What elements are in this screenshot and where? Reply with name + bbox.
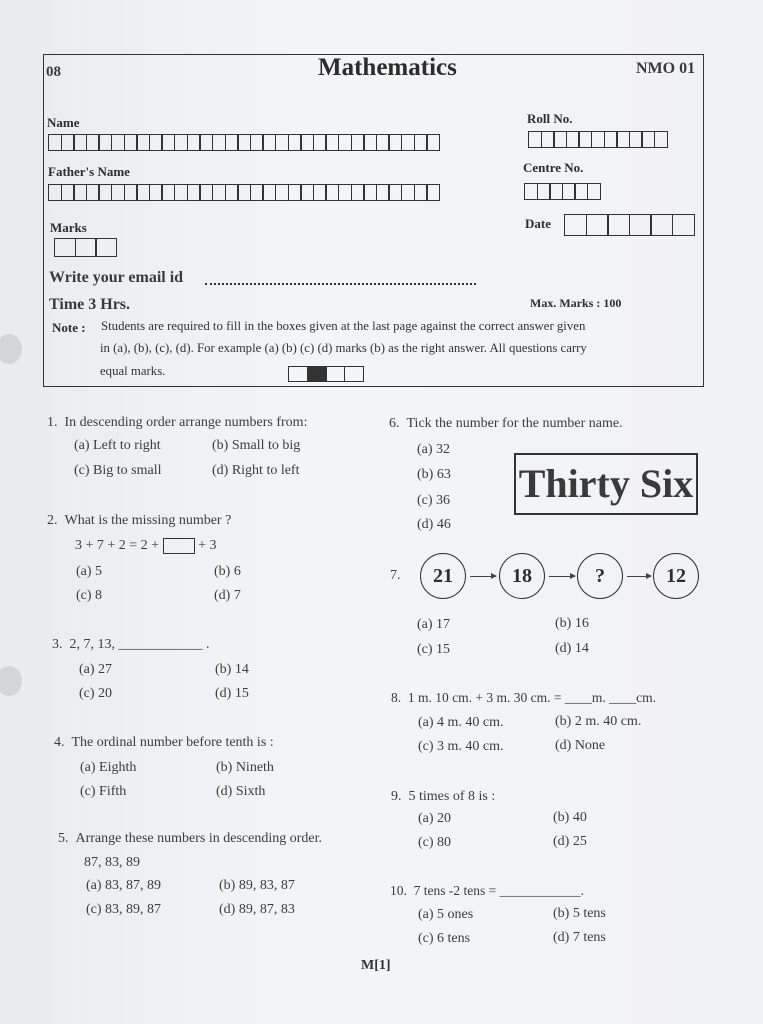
- option-b[interactable]: (b) 14: [215, 662, 249, 677]
- arrow-icon: [470, 576, 496, 577]
- option-c[interactable]: (c) 36: [417, 493, 451, 508]
- arrow-icon: [549, 576, 575, 577]
- option-c[interactable]: (c) 8: [76, 588, 103, 603]
- note-line: Students are required to fill in the boxes given at the last page against the correct answer given: [101, 319, 586, 333]
- option-d[interactable]: (d) 7: [214, 588, 241, 603]
- option-c[interactable]: (c) 6 tens: [418, 931, 471, 946]
- paper-code: 08: [46, 64, 61, 80]
- question-10: 10. 7 tens -2 tens = ____________.: [390, 883, 584, 898]
- punch-hole: [0, 666, 22, 696]
- option-a[interactable]: (a) Eighth: [80, 760, 137, 775]
- option-a[interactable]: (a) 5 ones: [418, 907, 474, 922]
- example-answer-boxes: [288, 366, 362, 382]
- question-3: 3. 2, 7, 13, ____________ .: [52, 637, 210, 652]
- centre-label: Centre No.: [523, 160, 584, 175]
- option-b[interactable]: (b) 16: [555, 616, 589, 631]
- option-b[interactable]: (b) Small to big: [212, 438, 301, 453]
- max-marks: Max. Marks : 100: [530, 296, 622, 310]
- marks-label: Marks: [50, 220, 87, 235]
- roll-label: Roll No.: [527, 111, 573, 126]
- date-boxes[interactable]: [564, 214, 694, 236]
- equation: 3 + 7 + 2 = 2 + + 3: [75, 538, 217, 554]
- email-field[interactable]: [205, 283, 476, 285]
- option-d[interactable]: (d) None: [555, 738, 606, 753]
- option-d[interactable]: (d) 46: [417, 517, 451, 532]
- option-c[interactable]: (c) Big to small: [74, 463, 162, 478]
- option-b[interactable]: (b) 5 tens: [553, 906, 606, 921]
- option-d[interactable]: (d) 25: [553, 834, 587, 849]
- option-d[interactable]: (d) 89, 87, 83: [219, 902, 295, 917]
- name-label: Name: [47, 115, 80, 130]
- option-a[interactable]: (a) 4 m. 40 cm.: [418, 715, 504, 730]
- marks-boxes[interactable]: [54, 238, 116, 257]
- option-c[interactable]: (c) 80: [418, 835, 452, 850]
- number-sequence: 87, 83, 89: [84, 855, 140, 870]
- option-b[interactable]: (b) 40: [553, 810, 587, 825]
- option-b[interactable]: (b) 63: [417, 467, 451, 482]
- sequence-circle: 21: [420, 553, 466, 599]
- note-line: equal marks.: [100, 364, 166, 378]
- question-9: 9. 5 times of 8 is :: [391, 789, 496, 804]
- date-label: Date: [525, 216, 551, 231]
- option-c[interactable]: (c) 20: [79, 686, 113, 701]
- option-c[interactable]: (c) 3 m. 40 cm.: [418, 739, 504, 754]
- option-d[interactable]: (d) Sixth: [216, 784, 266, 799]
- question-4: 4. The ordinal number before tenth is :: [54, 735, 274, 750]
- question-6: 6. Tick the number for the number name.: [389, 416, 623, 431]
- option-a[interactable]: (a) 5: [76, 564, 103, 579]
- punch-hole: [0, 334, 22, 364]
- email-label: Write your email id: [49, 269, 184, 286]
- option-a[interactable]: (a) 27: [79, 662, 113, 677]
- sequence-circle: 18: [499, 553, 545, 599]
- father-boxes[interactable]: [48, 184, 439, 201]
- option-d[interactable]: (d) 7 tens: [553, 930, 606, 945]
- time-label: Time 3 Hrs.: [49, 296, 131, 313]
- arrow-icon: [627, 576, 651, 577]
- option-b[interactable]: (b) 6: [214, 564, 241, 579]
- roll-boxes[interactable]: [528, 131, 667, 148]
- number-name-box: Thirty Six: [514, 453, 698, 515]
- page-title: Mathematics: [318, 54, 457, 81]
- question-2: 2. What is the missing number ?: [47, 513, 232, 528]
- question-1: 1. In descending order arrange numbers from:: [47, 415, 308, 430]
- option-c[interactable]: (c) Fifth: [80, 784, 127, 799]
- father-label: Father's Name: [48, 164, 130, 179]
- question-5: 5. Arrange these numbers in descending order.: [58, 831, 322, 846]
- question-7-number: 7.: [390, 568, 401, 583]
- note-line: in (a), (b), (c), (d). For example (a) (b) (c) (d) marks (b) as the right answer. All questions carry: [100, 341, 587, 355]
- missing-number-box: [163, 538, 195, 554]
- sequence-circle: 12: [653, 553, 699, 599]
- sequence-circle: ?: [577, 553, 623, 599]
- option-b[interactable]: (b) 2 m. 40 cm.: [555, 714, 642, 729]
- page-number: M[1]: [361, 958, 391, 973]
- question-8: 8. 1 m. 10 cm. + 3 m. 30 cm. = ____m. ____cm.: [391, 690, 656, 705]
- option-a[interactable]: (a) Left to right: [74, 438, 161, 453]
- option-d[interactable]: (d) Right to left: [212, 463, 300, 478]
- option-d[interactable]: (d) 14: [555, 641, 589, 656]
- option-a[interactable]: (a) 17: [417, 617, 451, 632]
- option-b[interactable]: (b) 89, 83, 87: [219, 878, 295, 893]
- centre-boxes[interactable]: [524, 183, 600, 200]
- option-a[interactable]: (a) 32: [417, 442, 451, 457]
- option-d[interactable]: (d) 15: [215, 686, 249, 701]
- note-label: Note :: [52, 320, 86, 335]
- name-boxes[interactable]: [48, 134, 439, 151]
- option-c[interactable]: (c) 83, 89, 87: [86, 902, 162, 917]
- option-b[interactable]: (b) Nineth: [216, 760, 274, 775]
- exam-code: NMO 01: [636, 60, 696, 77]
- option-a[interactable]: (a) 83, 87, 89: [86, 878, 162, 893]
- option-c[interactable]: (c) 15: [417, 642, 451, 657]
- option-a[interactable]: (a) 20: [418, 811, 452, 826]
